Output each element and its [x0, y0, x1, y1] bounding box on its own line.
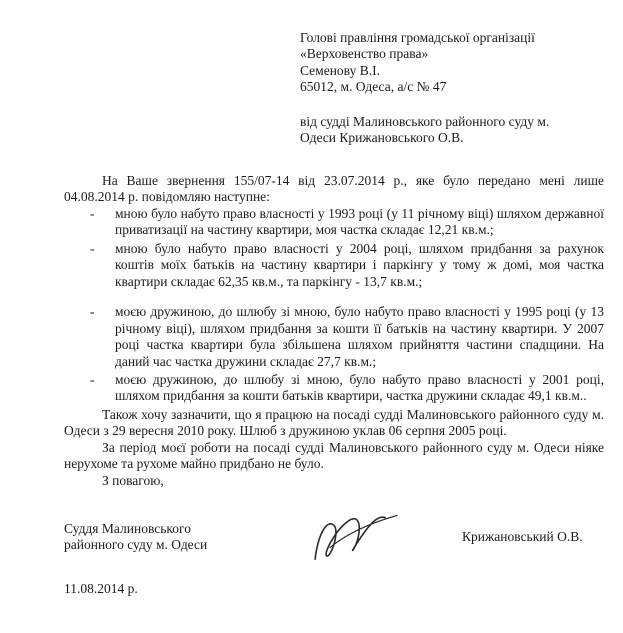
recipient-line: 65012, м. Одеса, а/с № 47 [300, 79, 447, 95]
property-list [64, 206, 604, 405]
letter-date: 11.08.2014 р. [64, 581, 138, 597]
recipient-line: Голові правління громадської організації [300, 30, 535, 45]
signer-position [64, 521, 264, 554]
paragraph-period: За період моєї роботи на посаді судді Малиновського районного суду м. Одеси ніяке нерухоме та рухоме майно придбано не було. [64, 439, 604, 472]
list-item [64, 304, 604, 370]
paragraph-note: Також хочу зазначити, що я працюю на посаді судді Малиновського районного суду м. Одеси з 29 вересня 2010 року. Шлюб з дружиною уклав 06 серпня 2005 році. [64, 406, 604, 439]
signer-position-line: районного суду м. Одеси [64, 537, 208, 553]
list-dash: - [90, 371, 95, 387]
signature-row [64, 511, 604, 563]
signer-position-line: Суддя Малиновського [64, 520, 191, 536]
sender-info [300, 114, 604, 147]
handwritten-signature-icon [297, 506, 412, 569]
recipient-line: Семенову В.І. [300, 62, 380, 78]
recipient-line: «Верховенство права» [300, 46, 429, 62]
list-item-text: моєю дружиною, до шлюбу зі мною, було набуто право власності у 2001 році, шляхом придбання за кошти батьків квартири, частка дружини складає 49,1 кв.м.. [115, 371, 604, 404]
list-dash: - [90, 205, 95, 221]
list-item-text: мною було набуто право власності у 1993 році (у 11 річному віці) шляхом державної приватизації на частину квартири, моя частка складає 12,21 кв.м.; [115, 205, 604, 238]
intro-paragraph: На Ваше звернення 155/07-14 від 23.07.2014 р., яке було передано мені лише 04.08.2014 р. повідомляю наступне: [64, 172, 604, 205]
list-item [64, 372, 604, 405]
list-dash: - [90, 304, 95, 320]
recipient-address [300, 30, 604, 96]
signer-name: Крижановський О.В. [462, 529, 583, 545]
signature-area [264, 511, 444, 563]
list-item-text: мною було набуто право власності у 2004 році, шляхом придбання за рахунок коштів моїх батьків на частину квартири і паркінгу у тому ж домі, моя частка квартири складає 62,35 кв.м., та паркінгу - 13,7 кв.м.; [115, 240, 604, 289]
list-item [64, 241, 604, 290]
list-item [64, 206, 604, 239]
sender-line: Одеси Крижановського О.В. [300, 130, 464, 146]
sender-line: від судді Малиновського районного суду м. [300, 113, 550, 129]
list-item-text: моєю дружиною, до шлюбу зі мною, було набуто право власності у 1995 році (у 13 річному віці), шляхом придбання за кошти її батьків на частину квартири. У 2007 році частка квартири була збільшена шляхом прийняття частини спадщини. На даний час частка дружини складає 27,7 кв.м.; [115, 304, 604, 369]
list-dash: - [90, 240, 95, 256]
closing-salutation: З повагою, [102, 472, 164, 488]
